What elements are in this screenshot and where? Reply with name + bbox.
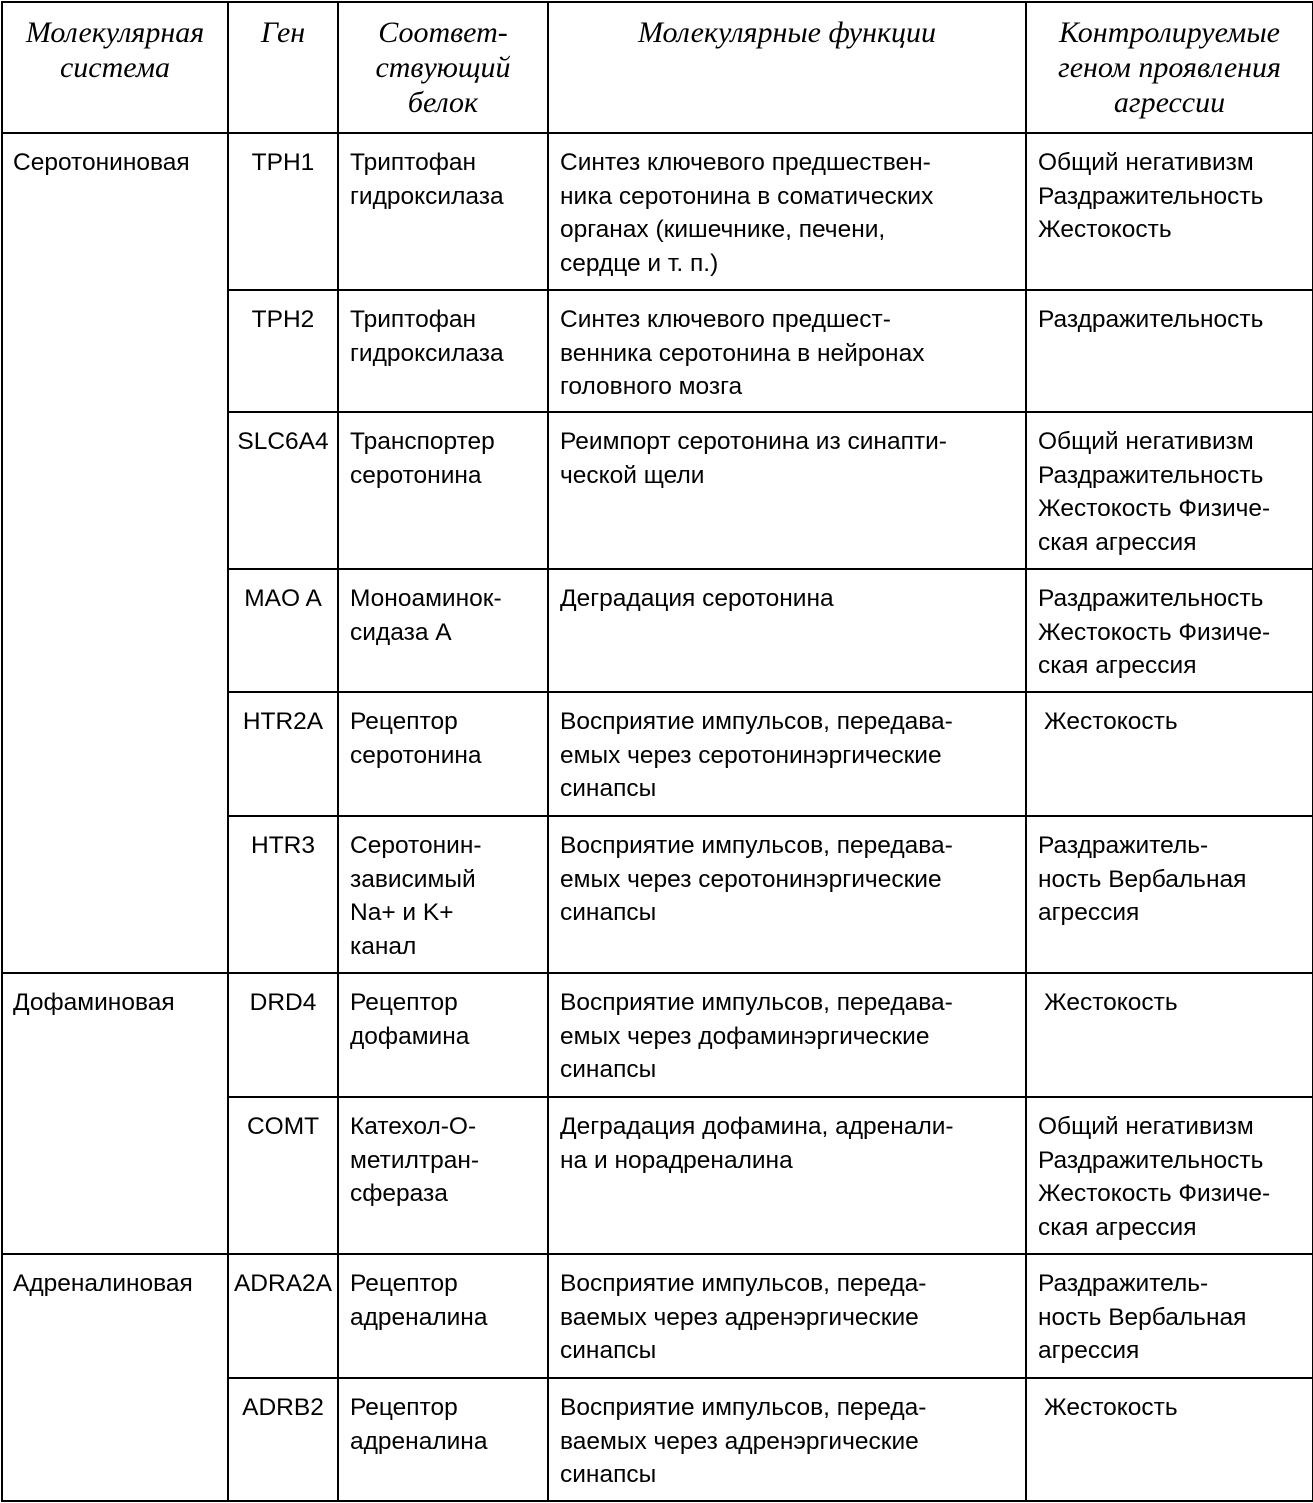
function-line: Деградация дофамина, адренали- xyxy=(560,1113,954,1140)
protein-cell xyxy=(338,1378,548,1501)
gene-cell: HTR2A xyxy=(228,692,338,816)
function-line: Восприятие импульсов, переда- xyxy=(560,1394,927,1421)
aggression-line: Жестокость xyxy=(1038,216,1172,243)
aggression-cell xyxy=(1026,1254,1313,1378)
function-line: ника серотонина в соматических xyxy=(560,182,934,210)
aggression-line: Жестокость xyxy=(1044,708,1178,735)
molecular-function-cell xyxy=(548,569,1026,692)
molecular-function-cell xyxy=(548,692,1026,816)
aggression-cell xyxy=(1026,816,1313,973)
protein-line: гидроксилаза xyxy=(350,182,504,210)
molecular-function-cell xyxy=(548,290,1026,412)
aggression-line: Раздражитель- xyxy=(1038,1270,1209,1297)
function-line: Синтез ключевого предшествен- xyxy=(560,149,931,176)
aggression-line: ская агрессия xyxy=(1038,528,1197,556)
protein-line: адреналина xyxy=(350,1303,488,1331)
header-line: Молекулярная xyxy=(25,16,205,49)
protein-line: Триптофан xyxy=(350,306,477,333)
aggression-line: агрессия xyxy=(1038,1337,1140,1364)
function-line: ваемых через адренэргические xyxy=(560,1303,919,1331)
aggression-cell xyxy=(1026,290,1313,412)
protein-line: зависимый xyxy=(350,865,476,893)
molecular-function-cell xyxy=(548,816,1026,973)
aggression-line: Жестокость Физиче- xyxy=(1038,618,1271,646)
protein-line: Рецептор xyxy=(350,1270,458,1297)
function-line: синапсы xyxy=(560,1056,657,1083)
function-line: Восприятие импульсов, передава- xyxy=(560,989,953,1016)
header-line: Соответ- xyxy=(378,16,508,49)
function-line: емых через серотонинэргические xyxy=(560,741,942,769)
aggression-cell xyxy=(1026,973,1313,1097)
function-line: органах (кишечнике, печени, xyxy=(560,216,886,243)
protein-line: сфераза xyxy=(350,1180,448,1207)
header-line: Молекулярные функции xyxy=(637,16,937,49)
function-line: емых через серотонинэргические xyxy=(560,865,942,893)
aggression-line: Раздражительность xyxy=(1038,182,1264,210)
header-protein xyxy=(338,2,548,133)
protein-cell xyxy=(338,569,548,692)
header-aggression-manifestations xyxy=(1026,2,1313,133)
function-line: ваемых через адренэргические xyxy=(560,1427,919,1455)
gene-cell: DRD4 xyxy=(228,973,338,1097)
protein-line: гидроксилаза xyxy=(350,339,504,367)
function-line: Реимпорт серотонина из синапти- xyxy=(560,428,947,455)
table-row xyxy=(2,133,1313,290)
gene-cell: MAO A xyxy=(228,569,338,692)
aggression-line: Раздражительность xyxy=(1038,585,1264,612)
function-line: Восприятие импульсов, переда- xyxy=(560,1270,927,1297)
gene-cell: TPH1 xyxy=(228,133,338,290)
protein-line: Рецептор xyxy=(350,1394,458,1421)
function-line: синапсы xyxy=(560,1337,657,1364)
molecular-function-cell xyxy=(548,412,1026,569)
function-line: венника серотонина в нейронах xyxy=(560,339,925,367)
protein-cell xyxy=(338,973,548,1097)
aggression-line: ская агрессия xyxy=(1038,652,1197,679)
header-line: геном проявления xyxy=(1058,51,1281,84)
header-line: ствующий xyxy=(375,51,511,84)
aggression-line: Жестокость xyxy=(1044,989,1178,1016)
table-body xyxy=(2,133,1313,1501)
aggression-line: Общий негативизм xyxy=(1038,1113,1254,1140)
function-line: Деградация серотонина xyxy=(560,585,834,612)
molecular-function-cell xyxy=(548,133,1026,290)
aggression-cell xyxy=(1026,1097,1313,1254)
protein-line: Серотонин- xyxy=(350,832,482,859)
table-row xyxy=(2,973,1313,1097)
protein-cell xyxy=(338,412,548,569)
function-line: головного мозга xyxy=(560,373,743,400)
protein-line: Na+ и K+ xyxy=(350,899,454,926)
header-line: агрессии xyxy=(1113,86,1226,119)
protein-line: адреналина xyxy=(350,1427,488,1455)
molecular-system-cell: Серотониновая xyxy=(2,133,228,973)
aggression-line: Жестокость Физиче- xyxy=(1038,1180,1271,1207)
protein-line: Моноаминок- xyxy=(350,585,502,612)
protein-line: серотонина xyxy=(350,741,482,769)
aggression-line: Раздражительность xyxy=(1038,1146,1264,1174)
function-line: ческой щели xyxy=(560,461,705,489)
molecular-function-cell xyxy=(548,973,1026,1097)
function-line: Синтез ключевого предшест- xyxy=(560,306,891,333)
aggression-line: Раздражительность xyxy=(1038,461,1264,489)
molecular-system-cell: Дофаминовая xyxy=(2,973,228,1254)
molecular-function-cell xyxy=(548,1378,1026,1501)
function-line: Восприятие импульсов, передава- xyxy=(560,832,953,859)
aggression-line: Раздражитель- xyxy=(1038,832,1209,859)
gene-cell: ADRB2 xyxy=(228,1378,338,1501)
aggression-cell xyxy=(1026,1378,1313,1501)
protein-cell xyxy=(338,133,548,290)
gene-cell: SLC6A4 xyxy=(228,412,338,569)
aggression-line: Общий негативизм xyxy=(1038,149,1254,176)
protein-line: Транспортер xyxy=(350,428,495,455)
protein-line: дофамина xyxy=(350,1022,470,1050)
protein-cell xyxy=(338,290,548,412)
gene-cell: ADRA2A xyxy=(228,1254,338,1378)
gene-aggression-table xyxy=(1,1,1313,1502)
function-line: синапсы xyxy=(560,775,657,802)
aggression-line: Общий негативизм xyxy=(1038,428,1254,455)
protein-line: сидаза А xyxy=(350,618,452,646)
gene-cell: TPH2 xyxy=(228,290,338,412)
aggression-line: ская агрессия xyxy=(1038,1213,1197,1241)
function-line: емых через дофаминэргические xyxy=(560,1022,930,1050)
aggression-line: Жестокость Физиче- xyxy=(1038,495,1271,522)
header-line: Ген xyxy=(260,16,306,49)
function-line: сердце и т. п.) xyxy=(560,249,719,277)
function-line: синапсы xyxy=(560,899,657,926)
protein-line: метилтран- xyxy=(350,1146,480,1174)
header-line: система xyxy=(59,51,170,84)
gene-cell: COMT xyxy=(228,1097,338,1254)
aggression-line: ность Вербальная xyxy=(1038,865,1247,893)
protein-cell xyxy=(338,816,548,973)
aggression-line: Жестокость xyxy=(1044,1394,1178,1421)
function-line: синапсы xyxy=(560,1461,657,1488)
molecular-function-cell xyxy=(548,1097,1026,1254)
protein-line: серотонина xyxy=(350,461,482,489)
aggression-cell xyxy=(1026,412,1313,569)
aggression-line: ность Вербальная xyxy=(1038,1303,1247,1331)
protein-line: Катехол-О- xyxy=(350,1113,477,1140)
header-molecular-functions xyxy=(548,2,1026,133)
header-line: белок xyxy=(407,86,479,119)
aggression-line: Раздражительность xyxy=(1038,306,1264,333)
table-row xyxy=(2,1254,1313,1378)
protein-cell xyxy=(338,1254,548,1378)
protein-line: Рецептор xyxy=(350,989,458,1016)
protein-cell xyxy=(338,692,548,816)
function-line: Восприятие импульсов, передава- xyxy=(560,708,953,735)
function-line: на и норадреналина xyxy=(560,1146,793,1174)
protein-cell xyxy=(338,1097,548,1254)
aggression-cell xyxy=(1026,692,1313,816)
protein-line: канал xyxy=(350,932,417,960)
molecular-function-cell xyxy=(548,1254,1026,1378)
protein-line: Рецептор xyxy=(350,708,458,735)
gene-cell: HTR3 xyxy=(228,816,338,973)
aggression-cell xyxy=(1026,133,1313,290)
header-gene xyxy=(228,2,338,133)
header-row xyxy=(2,2,1313,133)
header-molecular-system xyxy=(2,2,228,133)
protein-line: Триптофан xyxy=(350,149,477,176)
molecular-system-cell: Адреналиновая xyxy=(2,1254,228,1501)
header-line: Контролируемые xyxy=(1059,16,1280,49)
aggression-cell xyxy=(1026,569,1313,692)
aggression-line: агрессия xyxy=(1038,899,1140,926)
